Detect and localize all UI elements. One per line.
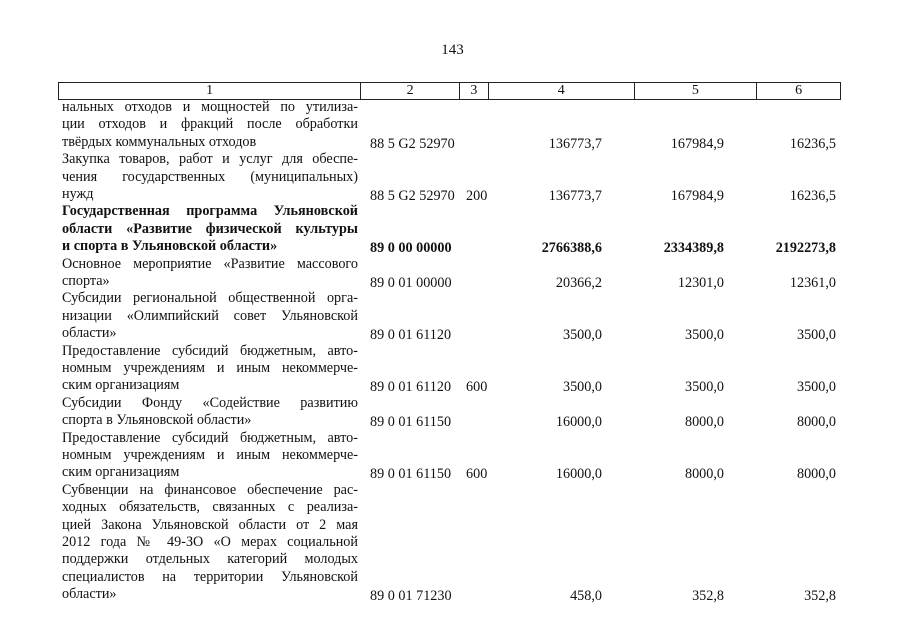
row-amount-col6: 8000,0: [796, 414, 836, 431]
row-description: [62, 482, 358, 604]
header-col-5: 5: [635, 83, 758, 99]
row-amount-col4: 136773,7: [548, 188, 602, 204]
row-description-line: Субвенции на финансовое обеспечение рас-: [62, 481, 358, 498]
row-amount-col4: 136773,7: [548, 135, 602, 152]
row-description-line: спорта в Ульяновской области»: [62, 412, 252, 429]
row-description-line: цией Закона Ульяновской области от 2 мая: [62, 516, 358, 533]
row-description: [62, 395, 358, 430]
row-expense-type: 600: [466, 379, 488, 396]
row-amount-col5: 3500,0: [684, 379, 724, 396]
row-code: 88 5 G2 52970: [370, 188, 455, 204]
row-code: 89 0 00 00000: [370, 240, 452, 257]
row-expense-type: 600: [466, 466, 488, 483]
row-description-line: Субсидии Фонду «Содействие развитию: [62, 394, 358, 411]
row-code: 89 0 01 61120: [370, 327, 452, 344]
row-amount-col5: 352,8: [692, 588, 724, 605]
row-code: 89 0 01 61150: [370, 414, 452, 431]
row-code: 88 5 G2 52970: [370, 135, 455, 152]
row-amount-col6: 8000,0: [796, 466, 836, 483]
row-code: 89 0 01 00000: [370, 275, 452, 291]
row-amount-col6: 3500,0: [796, 379, 836, 396]
row-description: [62, 343, 358, 395]
row-description-line: чения государственных (муниципальных): [62, 168, 358, 185]
row-amount-col6: 352,8: [804, 588, 836, 605]
row-description-line: номным учреждениям и иным некоммерче-: [62, 447, 358, 463]
row-description-line: специалистов на территории Ульяновской: [62, 568, 358, 585]
row-amount-col6: 2192273,8: [775, 240, 836, 257]
page-number: 143: [441, 42, 464, 58]
header-col-2: 2: [361, 83, 460, 99]
row-amount-col6: 12361,0: [789, 275, 836, 291]
row-amount-col5: 167984,9: [670, 135, 724, 152]
row-amount-col5: 2334389,8: [663, 240, 724, 257]
row-amount-col5: 12301,0: [677, 275, 724, 291]
row-description-line: спорта»: [62, 273, 110, 289]
row-description-line: Субсидии региональной общественной орга-: [62, 290, 358, 307]
row-amount-col5: 8000,0: [684, 414, 724, 431]
header-col-6: 6: [795, 83, 803, 98]
row-description-line: нальных отходов и мощностей по утилиза-: [62, 99, 358, 115]
header-col-4: 4: [489, 83, 635, 99]
row-description-line: ходных обязательств, связанных с реализа-: [62, 499, 358, 516]
row-amount-col5: 8000,0: [684, 466, 724, 483]
row-description-line: и спорта в Ульяновской области»: [62, 238, 278, 255]
row-description-line: ским организациям: [62, 377, 180, 394]
row-description-line: 2012 года № 49-ЗО «О мерах социальной: [62, 534, 358, 551]
row-description: [62, 290, 358, 342]
row-description-line: Предоставление субсидий бюджетным, авто-: [62, 342, 358, 359]
row-amount-col6: 16236,5: [789, 135, 836, 152]
row-description-line: области»: [62, 325, 117, 342]
row-description: [62, 203, 358, 255]
row-description-line: нужд: [62, 186, 94, 202]
row-description: [62, 99, 358, 151]
row-amount-col6: 16236,5: [789, 188, 836, 204]
row-description-line: поддержки отдельных категорий молодых: [62, 551, 358, 568]
row-description: [62, 256, 358, 291]
row-amount-col4: 16000,0: [555, 466, 602, 483]
row-description-line: Предоставление субсидий бюджетным, авто-: [62, 429, 358, 446]
row-description-line: области «Развитие физической культуры: [62, 220, 358, 237]
row-code: 89 0 01 61150: [370, 466, 452, 483]
row-description-line: Закупка товаров, работ и услуг для обеспе-: [62, 151, 358, 168]
row-description-line: области»: [62, 586, 117, 603]
header-col-3: 3: [460, 83, 489, 99]
row-code: 89 0 01 61120: [370, 379, 452, 396]
row-code: 89 0 01 71230: [370, 588, 452, 605]
row-description: [62, 151, 358, 203]
row-amount-col4: 20366,2: [555, 275, 602, 291]
row-description-line: ским организациям: [62, 464, 180, 481]
row-amount-col4: 2766388,6: [541, 240, 602, 257]
row-amount-col5: 3500,0: [684, 327, 724, 344]
row-description-line: Государственная программа Ульяновской: [62, 203, 358, 220]
row-description-line: номным учреждениям и иным некоммерче-: [62, 360, 358, 376]
row-description-line: твёрдых коммунальных отходов: [62, 133, 257, 150]
row-amount-col4: 458,0: [570, 588, 602, 605]
row-description-line: Основное мероприятие «Развитие массового: [62, 255, 358, 272]
row-description-line: ции отходов и фракций после обработки: [62, 116, 358, 133]
row-expense-type: 200: [466, 188, 488, 204]
row-description-line: низации «Олимпийский совет Ульяновской: [62, 307, 358, 324]
header-col-1: 1: [59, 83, 361, 99]
row-amount-col6: 3500,0: [796, 327, 836, 344]
row-amount-col4: 16000,0: [555, 414, 602, 431]
row-amount-col4: 3500,0: [562, 379, 602, 396]
row-amount-col4: 3500,0: [562, 327, 602, 344]
row-amount-col5: 167984,9: [670, 188, 724, 204]
table-header: [58, 82, 841, 100]
row-description: [62, 430, 358, 482]
